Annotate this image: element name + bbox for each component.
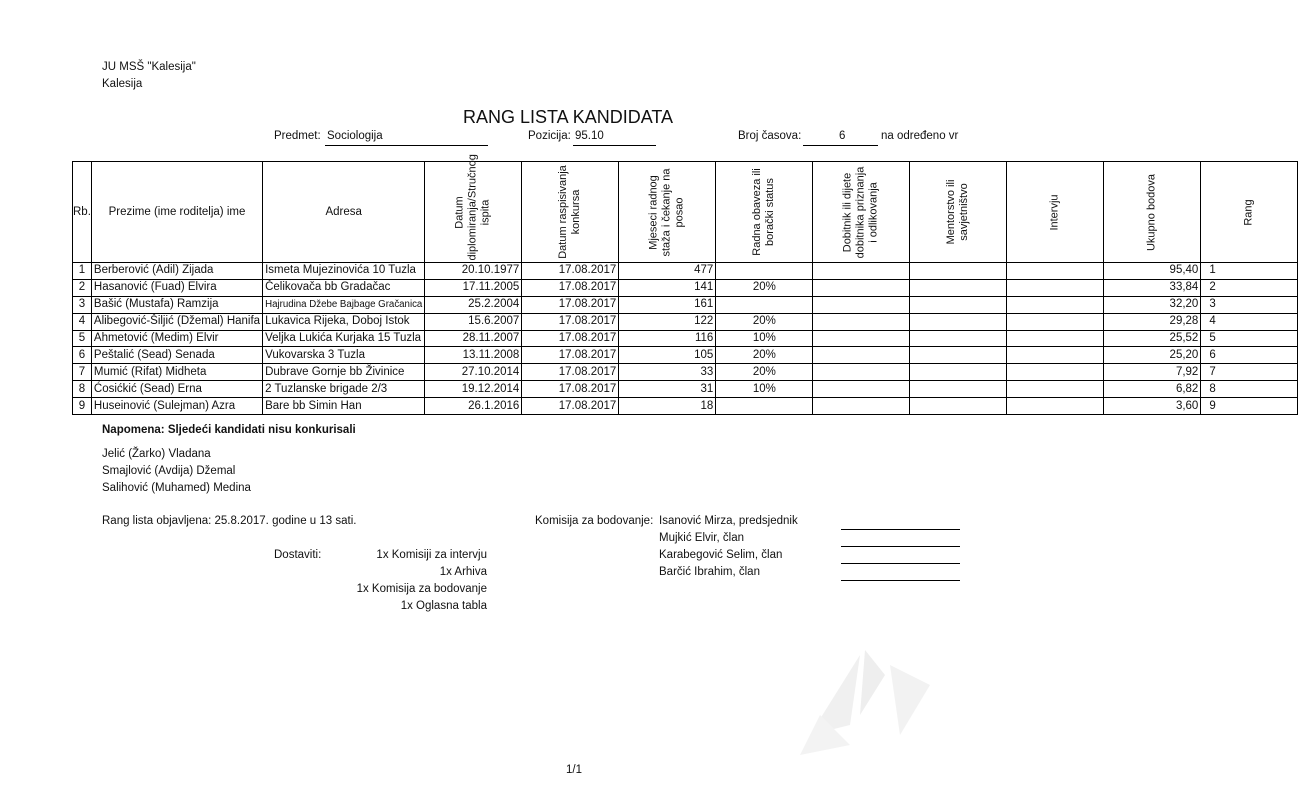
cell-interview xyxy=(1007,313,1104,330)
note-name: Salihović (Muhamed) Medina xyxy=(102,482,251,494)
cell-months: 31 xyxy=(619,381,716,398)
cell-mentor xyxy=(910,330,1007,347)
cell-name: Huseinović (Sulejman) Azra xyxy=(91,398,262,415)
cell-work-status: 20% xyxy=(716,279,813,296)
cell-award xyxy=(813,313,910,330)
col-contest-date-text: Datum raspisivanja konkursa xyxy=(557,165,583,259)
note-name: Jelić (Žarko) Vladana xyxy=(102,448,211,460)
cell-work-status: 20% xyxy=(716,364,813,381)
dostaviti-item: 1x Arhiva xyxy=(439,566,487,578)
cell-award xyxy=(813,296,910,313)
pozicija-underline xyxy=(573,145,656,146)
cell-diploma-date: 13.11.2008 xyxy=(425,347,522,364)
cell-months: 141 xyxy=(619,279,716,296)
cell-contest-date: 17.08.2017 xyxy=(522,364,619,381)
col-diploma-date-header xyxy=(425,153,522,263)
cell-contest-date: 17.08.2017 xyxy=(522,398,619,415)
cell-total: 32,20 xyxy=(1104,296,1201,313)
komisija-member: Karabegović Selim, član xyxy=(659,549,783,561)
cell-diploma-date: 27.10.2014 xyxy=(425,364,522,381)
cell-contest-date: 17.08.2017 xyxy=(522,263,619,280)
period-label: na određeno vr xyxy=(881,130,959,142)
cell-interview xyxy=(1007,279,1104,296)
table-row xyxy=(73,313,1298,330)
table-row xyxy=(73,330,1298,347)
cell-work-status: 10% xyxy=(716,381,813,398)
cell-diploma-date: 19.12.2014 xyxy=(425,381,522,398)
page-number: 1/1 xyxy=(566,764,582,776)
cell-diploma-date: 26.1.2016 xyxy=(425,398,522,415)
cell-work-status xyxy=(716,296,813,313)
cell-name: Peštalić (Sead) Senada xyxy=(91,347,262,364)
cell-award xyxy=(813,364,910,381)
cell-name: Berberović (Adil) Zijada xyxy=(91,263,262,280)
cell-mentor xyxy=(910,364,1007,381)
city-name: Kalesija xyxy=(102,78,143,90)
cell-work-status: 20% xyxy=(716,347,813,364)
cell-contest-date: 17.08.2017 xyxy=(522,313,619,330)
cell-rb: 8 xyxy=(73,381,92,398)
published-text: Rang lista objavljena: 25.8.2017. godine u 13 sati. xyxy=(102,515,357,527)
col-work-status-text: Radna obaveza ili borački status xyxy=(751,168,777,256)
cell-contest-date: 17.08.2017 xyxy=(522,381,619,398)
cell-diploma-date: 17.11.2005 xyxy=(425,279,522,296)
cell-mentor xyxy=(910,263,1007,280)
table-row xyxy=(73,347,1298,364)
dostaviti-label: Dostaviti: xyxy=(274,549,322,561)
cell-interview xyxy=(1007,364,1104,381)
cell-diploma-date: 15.6.2007 xyxy=(425,313,522,330)
cell-rb: 7 xyxy=(73,364,92,381)
cell-contest-date: 17.08.2017 xyxy=(522,296,619,313)
cell-total: 95,40 xyxy=(1104,263,1201,280)
table-row xyxy=(73,296,1298,313)
col-address-header: Adresa xyxy=(263,162,425,263)
cell-work-status: 10% xyxy=(716,330,813,347)
table-header-row xyxy=(73,162,1298,263)
cell-contest-date: 17.08.2017 xyxy=(522,330,619,347)
cell-address: Čelikovača bb Gradačac xyxy=(263,279,425,296)
table-row xyxy=(73,398,1298,415)
cell-total: 3,60 xyxy=(1104,398,1201,415)
col-months-header xyxy=(619,162,716,263)
col-award-text: Dobitnik ili dijete dobitnika priznanja i odlikovanja xyxy=(841,166,880,258)
page-title: RANG LISTA KANDIDATA xyxy=(463,107,674,127)
table-row xyxy=(73,364,1298,381)
cell-award xyxy=(813,347,910,364)
cell-interview xyxy=(1007,330,1104,347)
cell-total: 6,82 xyxy=(1104,381,1201,398)
cell-address: Veljka Lukića Kurjaka 15 Tuzla xyxy=(263,330,425,347)
cell-mentor xyxy=(910,313,1007,330)
cell-interview xyxy=(1007,381,1104,398)
cell-rb: 5 xyxy=(73,330,92,347)
cell-months: 116 xyxy=(619,330,716,347)
col-rank-text: Rang xyxy=(1242,198,1255,226)
cell-award xyxy=(813,398,910,415)
signature-line xyxy=(841,529,960,530)
cell-address: 2 Tuzlanske brigade 2/3 xyxy=(263,381,425,398)
watermark-logo xyxy=(790,615,940,765)
cell-name: Ćosićkić (Sead) Erna xyxy=(91,381,262,398)
cell-rb: 2 xyxy=(73,279,92,296)
cell-mentor xyxy=(910,398,1007,415)
cell-rank: 1 xyxy=(1201,263,1298,280)
cell-months: 122 xyxy=(619,313,716,330)
signature-line xyxy=(841,546,960,547)
cell-mentor xyxy=(910,296,1007,313)
broj-casova-underline xyxy=(803,145,878,146)
col-award-header xyxy=(813,162,910,263)
cell-months: 18 xyxy=(619,398,716,415)
pozicija-value: 95.10 xyxy=(575,130,604,142)
cell-total: 7,92 xyxy=(1104,364,1201,381)
cell-contest-date: 17.08.2017 xyxy=(522,279,619,296)
cell-work-status xyxy=(716,398,813,415)
cell-rank: 3 xyxy=(1201,296,1298,313)
cell-months: 477 xyxy=(619,263,716,280)
cell-interview xyxy=(1007,347,1104,364)
col-diploma-date-text: Datum diplomiranja/Stručnog ispita xyxy=(453,153,492,260)
cell-interview xyxy=(1007,263,1104,280)
cell-total: 29,28 xyxy=(1104,313,1201,330)
cell-rank: 9 xyxy=(1201,398,1298,415)
cell-rank: 4 xyxy=(1201,313,1298,330)
cell-address: Ismeta Mujezinovića 10 Tuzla xyxy=(263,263,425,280)
cell-work-status xyxy=(716,263,813,280)
note-name: Smajlović (Avdija) Džemal xyxy=(102,465,236,477)
col-mentor-text: Mentorstvo ili savjetništvo xyxy=(945,179,971,245)
komisija-member: Mujkić Elvir, član xyxy=(659,532,744,544)
col-total-text: Ukupno bodova xyxy=(1145,173,1158,251)
cell-rank: 7 xyxy=(1201,364,1298,381)
table-row xyxy=(73,279,1298,296)
komisija-member: Barčić Ibrahim, član xyxy=(659,566,760,578)
cell-months: 161 xyxy=(619,296,716,313)
cell-award xyxy=(813,381,910,398)
cell-name: Mumić (Rifat) Midheta xyxy=(91,364,262,381)
cell-rb: 4 xyxy=(73,313,92,330)
cell-rb: 9 xyxy=(73,398,92,415)
cell-address: Hajrudina Džebe Bajbage Gračanica xyxy=(263,296,425,313)
col-interview-header xyxy=(1007,162,1104,263)
cell-rb: 3 xyxy=(73,296,92,313)
predmet-label: Predmet: xyxy=(274,130,321,142)
cell-total: 25,20 xyxy=(1104,347,1201,364)
rank-table xyxy=(72,153,1298,415)
cell-mentor xyxy=(910,381,1007,398)
cell-award xyxy=(813,330,910,347)
cell-address: Bare bb Simin Han xyxy=(263,398,425,415)
col-interview-text: Intervju xyxy=(1048,193,1061,231)
broj-casova-value: 6 xyxy=(839,130,846,142)
table-body xyxy=(73,263,1298,415)
cell-interview xyxy=(1007,398,1104,415)
col-months-text: Mjeseci radnog staža i čekanje na posao xyxy=(647,167,686,257)
cell-contest-date: 17.08.2017 xyxy=(522,347,619,364)
cell-diploma-date: 20.10.1977 xyxy=(425,263,522,280)
cell-rb: 1 xyxy=(73,263,92,280)
col-rank-header xyxy=(1201,162,1298,263)
signature-line xyxy=(841,580,960,581)
cell-address: Lukavica Rijeka, Doboj Istok xyxy=(263,313,425,330)
cell-rank: 6 xyxy=(1201,347,1298,364)
table-row xyxy=(73,381,1298,398)
komisija-member: Isanović Mirza, predsjednik xyxy=(659,515,798,527)
cell-address: Dubrave Gornje bb Živinice xyxy=(263,364,425,381)
broj-casova-label: Broj časova: xyxy=(738,130,802,142)
cell-name: Ahmetović (Medim) Elvir xyxy=(91,330,262,347)
cell-mentor xyxy=(910,279,1007,296)
col-mentor-header xyxy=(910,162,1007,263)
cell-name: Hasanović (Fuad) Elvira xyxy=(91,279,262,296)
cell-rank: 5 xyxy=(1201,330,1298,347)
col-work-status-header xyxy=(716,162,813,263)
signature-line xyxy=(841,563,960,564)
dostaviti-item: 1x Komisiji za intervju xyxy=(376,549,487,561)
cell-name: Bašić (Mustafa) Ramzija xyxy=(91,296,262,313)
col-name-header: Prezime (ime roditelja) ime xyxy=(91,162,262,263)
cell-award xyxy=(813,263,910,280)
cell-total: 25,52 xyxy=(1104,330,1201,347)
dostaviti-item: 1x Oglasna tabla xyxy=(400,600,487,612)
dostaviti-item: 1x Komisija za bodovanje xyxy=(356,583,487,595)
cell-diploma-date: 25.2.2004 xyxy=(425,296,522,313)
school-name: JU MSŠ "Kalesija" xyxy=(102,61,196,73)
cell-rank: 2 xyxy=(1201,279,1298,296)
cell-rank: 8 xyxy=(1201,381,1298,398)
predmet-underline xyxy=(325,145,488,146)
cell-address: Vukovarska 3 Tuzla xyxy=(263,347,425,364)
cell-interview xyxy=(1007,296,1104,313)
cell-mentor xyxy=(910,347,1007,364)
col-rb-header: Rb. xyxy=(73,162,92,263)
cell-months: 105 xyxy=(619,347,716,364)
cell-work-status: 20% xyxy=(716,313,813,330)
note-title: Napomena: Sljedeći kandidati nisu konkurisali xyxy=(102,424,356,436)
komisija-label: Komisija za bodovanje: xyxy=(535,515,654,527)
cell-award xyxy=(813,279,910,296)
cell-total: 33,84 xyxy=(1104,279,1201,296)
cell-name: Alibegović-Šiljić (Džemal) Hanifa xyxy=(91,313,262,330)
cell-rb: 6 xyxy=(73,347,92,364)
cell-months: 33 xyxy=(619,364,716,381)
col-total-header xyxy=(1104,162,1201,263)
col-contest-date-header xyxy=(522,162,619,263)
table-row xyxy=(73,263,1298,280)
predmet-value: Sociologija xyxy=(327,130,383,142)
pozicija-label: Pozicija: xyxy=(528,130,571,142)
cell-diploma-date: 28.11.2007 xyxy=(425,330,522,347)
